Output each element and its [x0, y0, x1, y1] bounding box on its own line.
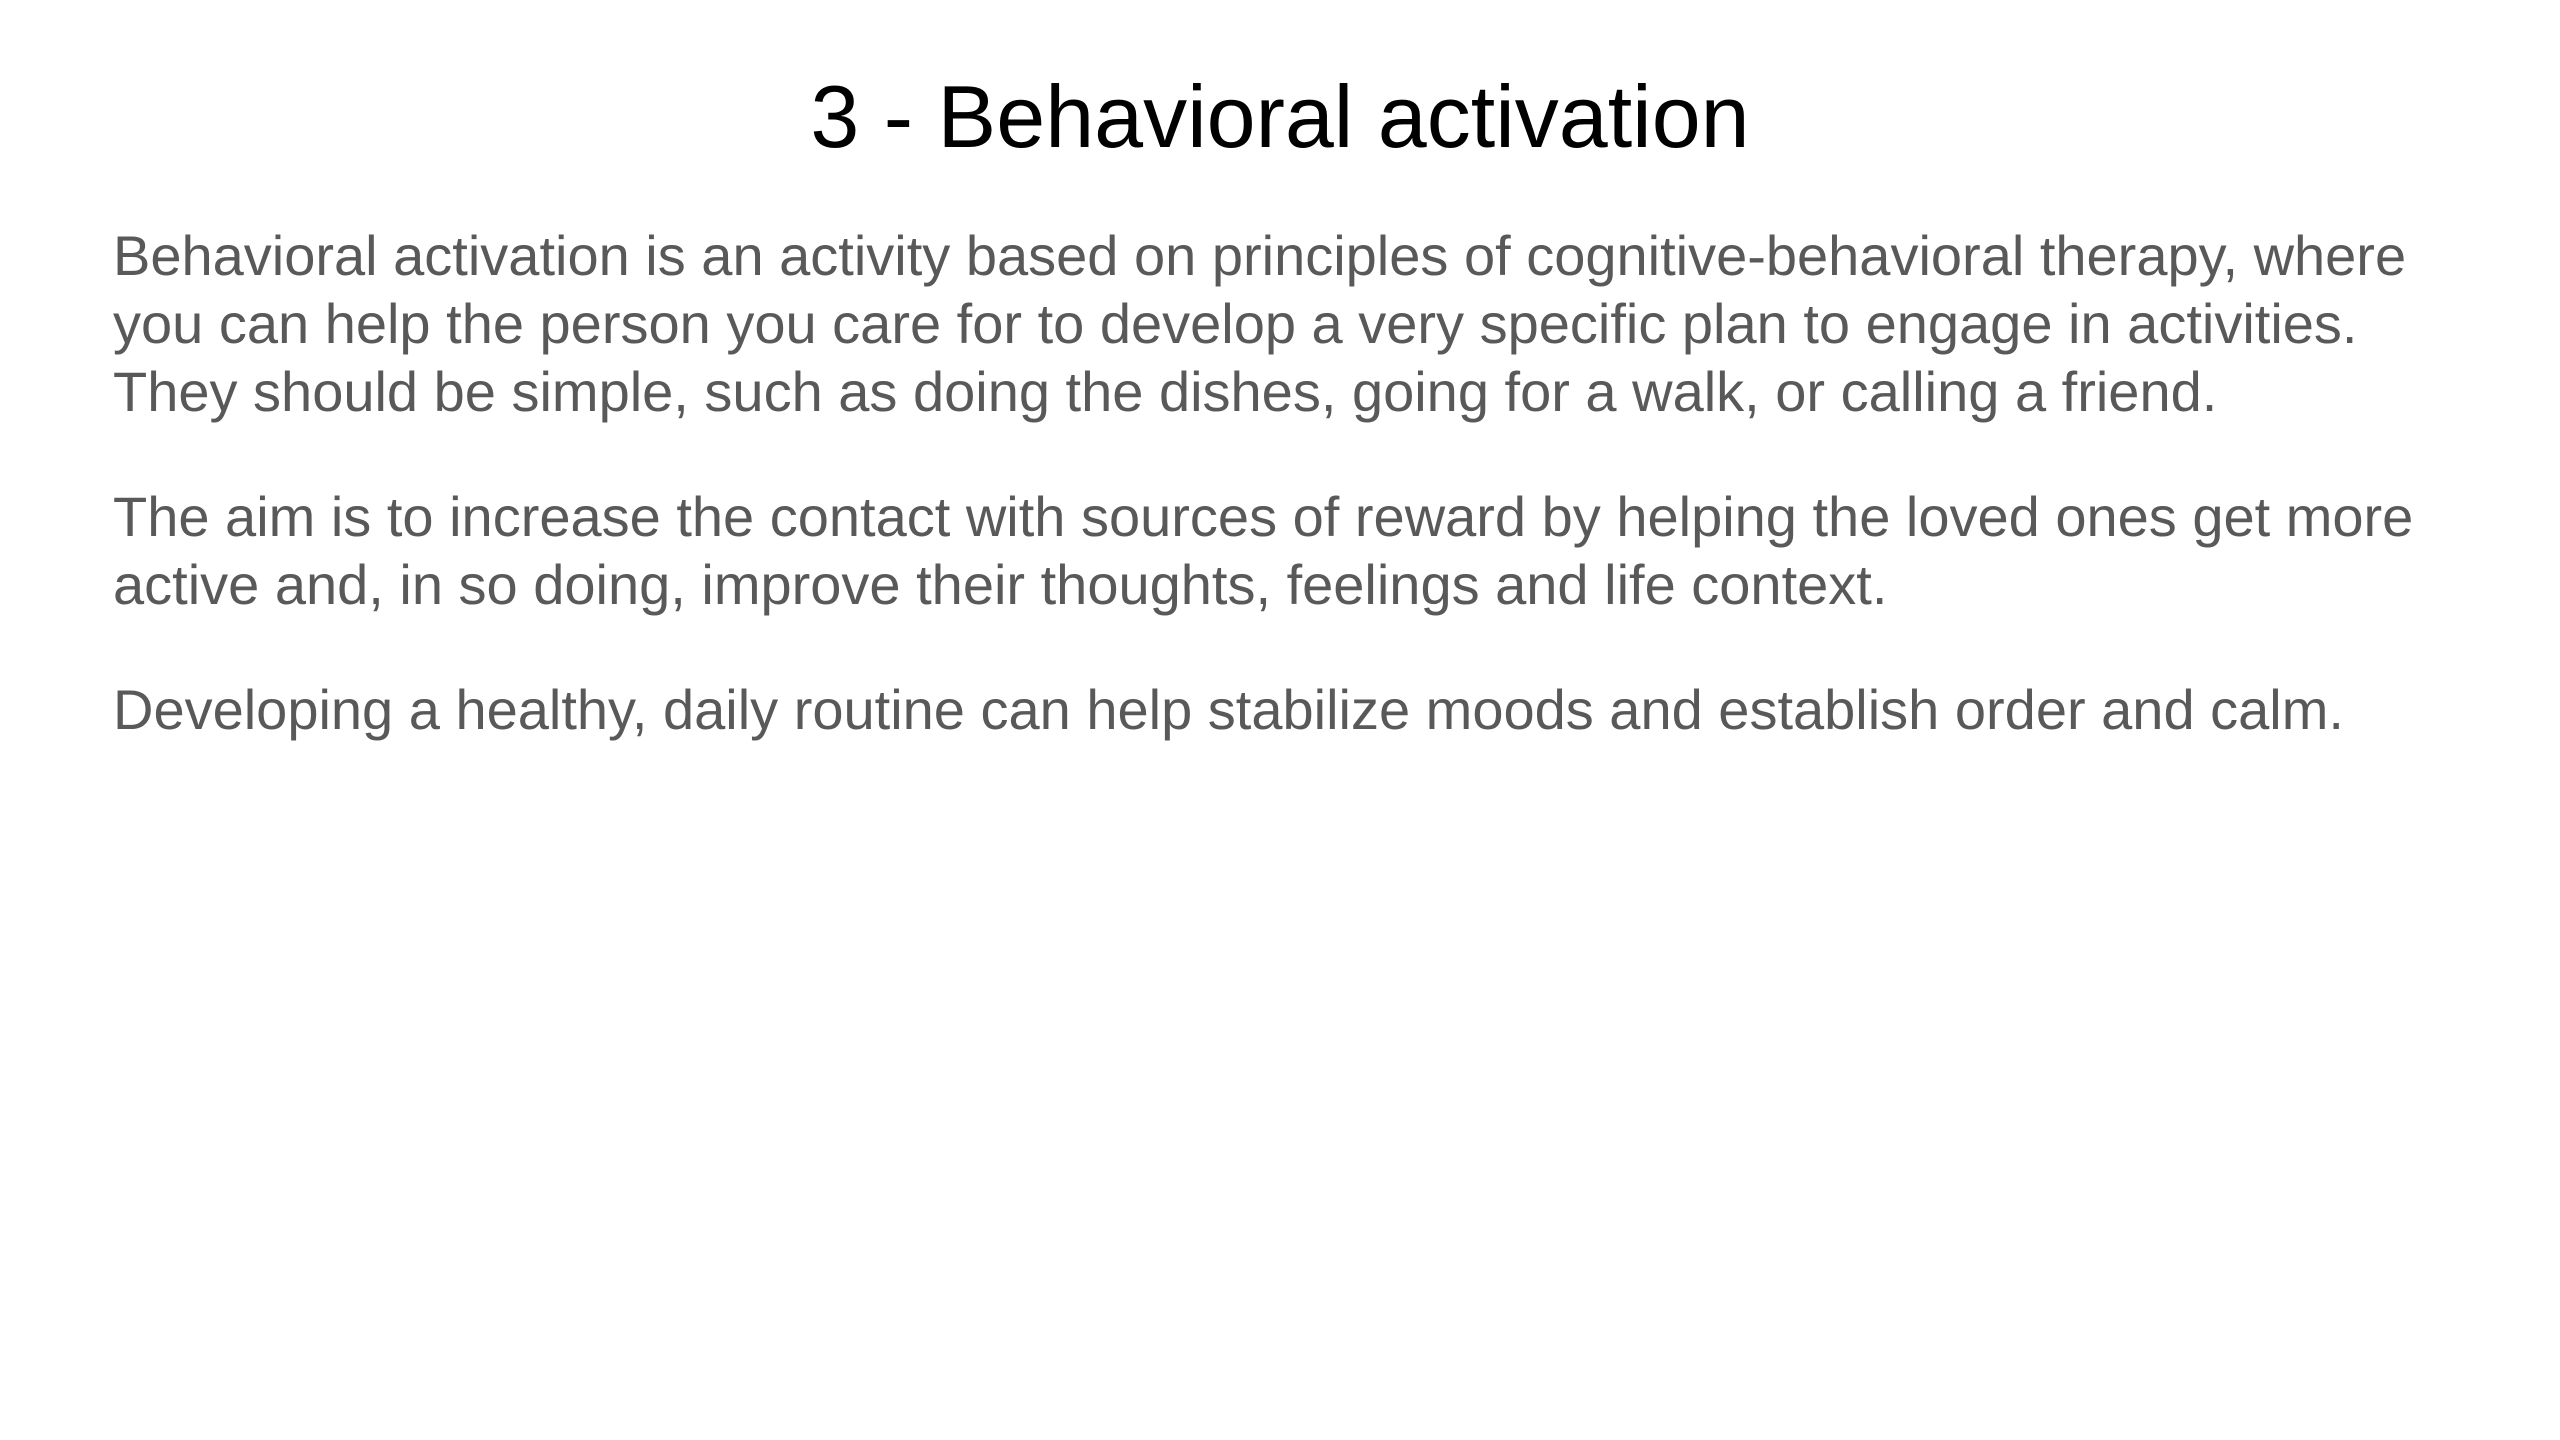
slide-title: 3 - Behavioral activation [810, 67, 1750, 166]
paragraph-intro: Behavioral activation is an activity based on principles of cognitive-behavioral therapy, where you can help the person you care for to develop a very specific plan to engage in activities. They should be simple, such as doing the dishes, going for a walk, or calling a friend. [113, 224, 2407, 423]
paragraph-aim: The aim is to increase the contact with sources of reward by helping the loved ones get more active and, in so doing, improve their thoughts, feelings and life context. [113, 485, 2414, 616]
slide-body [113, 222, 2473, 801]
paragraph-routine: Developing a healthy, daily routine can help stabilize moods and establish order and calm. [113, 678, 2344, 741]
